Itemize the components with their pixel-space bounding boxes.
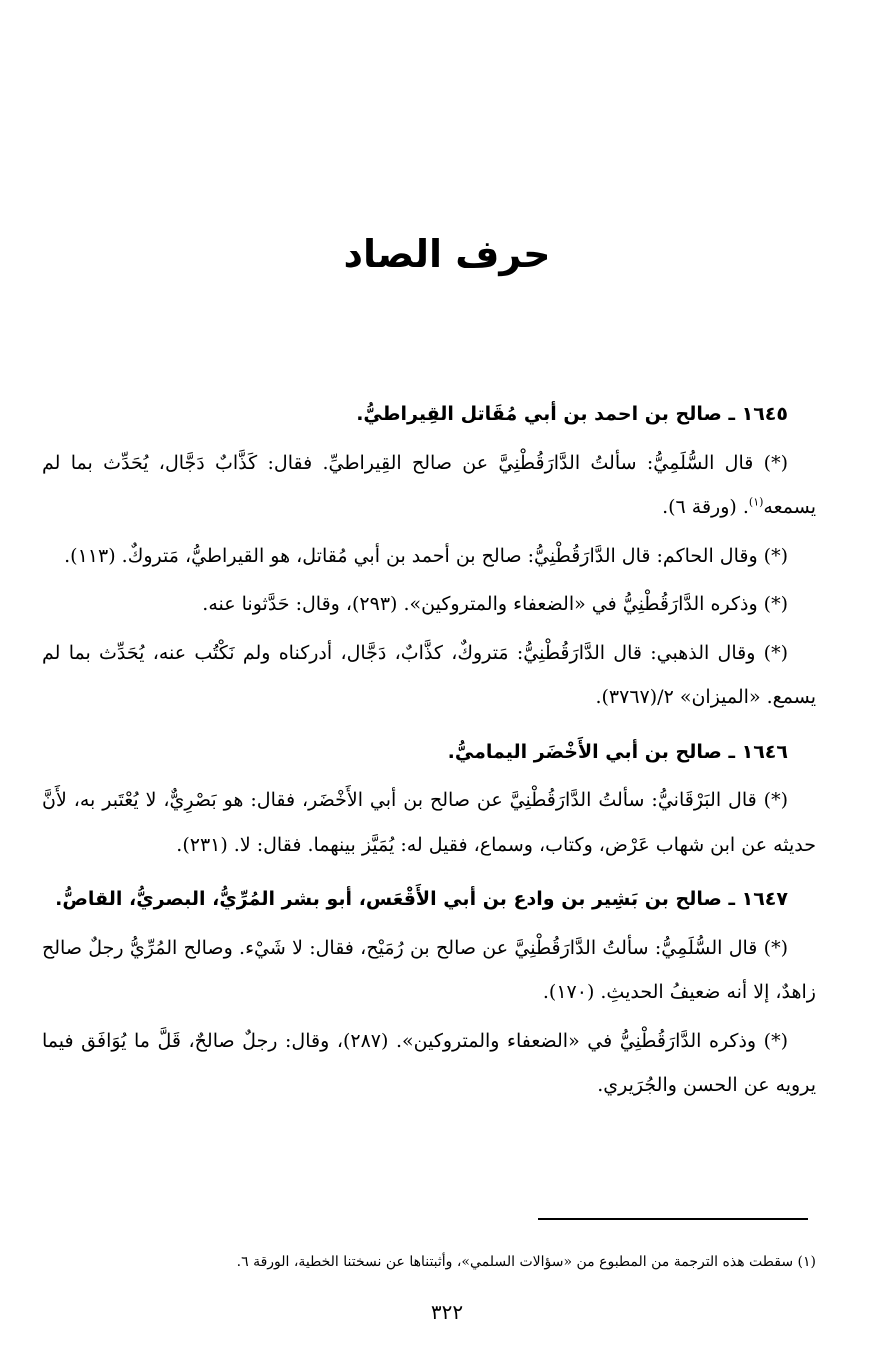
entry-heading-1646: ١٦٤٦ ـ صالح بن أبي الأَخْضَر اليماميُّ. [447, 740, 788, 763]
entry-paragraph: (*) وقال الذهبي: قال الدَّارَقُطْنِيُّ: مَتروكٌ، كذَّابٌ، دَجَّال، أدركناه ولم نَكْتُب عنه، يُحَدِّث بما لم يسمع. «الميزان» ٢/(٣٧٦٧). [42, 641, 816, 708]
entry-paragraph: (*) قال البَرْقَانيُّ: سألتُ الدَّارَقُطْنِيَّ عن صالح بن أبي الأَخْضَر، فقال: هو بَصْرِيٌّ، لا يُعْتَبر به، لأَنَّ حديثه عن ابن شهاب عَرْض، وكتاب، وسماع، فقيل له: يُمَيَّز بينهما. فقال: لا. (٢٣١). [42, 789, 816, 856]
entry-heading-1647: ١٦٤٧ ـ صالح بن بَشِير بن وادع بن أبي الأَقْعَس، أبو بشر المُرِّيُّ، البصريُّ، القاصُّ. [55, 888, 788, 910]
footnote: (١) سقطت هذه الترجمة من المطبوع من «سؤالات السلمي»، وأثبتناها عن نسختنا الخطية، الورقة ٦. [236, 1254, 816, 1270]
entry-paragraph: (*) قال السُّلَمِيُّ: سألتُ الدَّارَقُطْنِيَّ عن صالح بن رُمَيْح، فقال: لا شَيْء. وصالح المُرِّيُّ رجلٌ صالح زاهدٌ، إلا أنه ضعيفُ الحديثِ. (١٧٠). [42, 936, 816, 1003]
footnote-divider [538, 1218, 808, 1220]
chapter-title: حرف الصاد [343, 232, 551, 276]
entry-heading-1645: ١٦٤٥ ـ صالح بن احمد بن أبي مُقَاتل القِيراطيُّ. [356, 403, 788, 425]
entry-paragraph: (*) وقال الحاكم: قال الدَّارَقُطْنِيُّ: صالح بن أحمد بن أبي مُقاتل، هو القيراطيُّ، مَتروكٌ. (١١٣). [64, 544, 788, 567]
entry-paragraph: (*) قال السُّلَمِيُّ: سألتُ الدَّارَقُطْنِيَّ عن صالح القِيراطيِّ. فقال: كَذَّابٌ دَجَّال، يُحَدِّث بما لم يسمعه$^{(١)}$. (ورقة ٦). [42, 451, 816, 518]
entry-paragraph: (*) وذكره الدَّارَقُطْنِيُّ في «الضعفاء والمتروكين». (٢٨٧)، وقال: رجلٌ صالحٌ، قَلَّ ما يُوَافَق فيما يرويه عن الحسن والجُرَيري. [42, 1029, 816, 1096]
body-text [42, 392, 816, 1112]
entry-paragraph: (*) وذكره الدَّارَقُطْنِيُّ في «الضعفاء والمتروكين». (٢٩٣)، وقال: حَدَّثونا عنه. [202, 593, 788, 615]
footnote-marker: (١) [748, 495, 764, 509]
page-number: ٣٢٢ [430, 1300, 464, 1324]
